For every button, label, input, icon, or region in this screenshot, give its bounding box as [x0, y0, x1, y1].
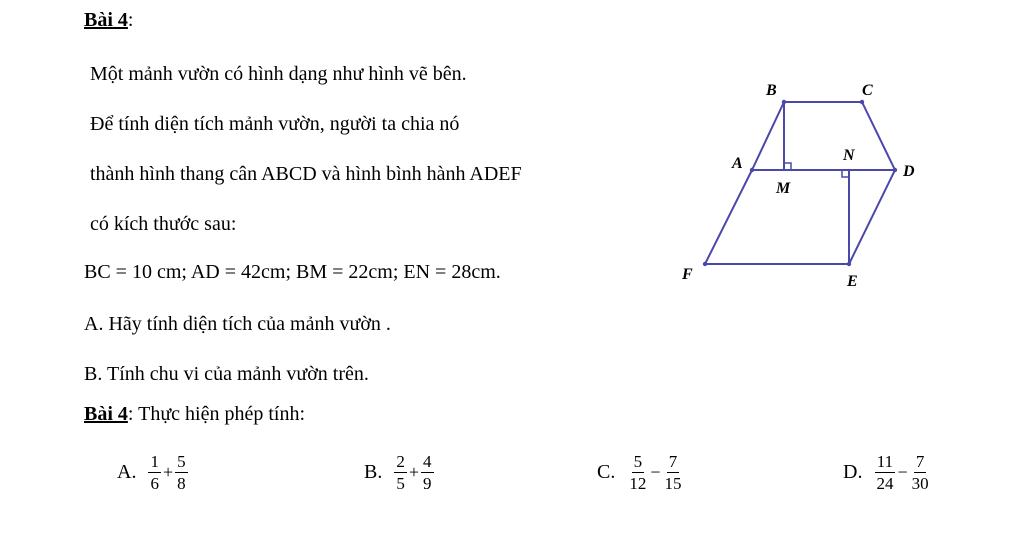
- label-n: N: [843, 147, 855, 164]
- point-d: [893, 168, 897, 172]
- problem1-line-2: Để tính diện tích mảnh vườn, người ta chia nó: [90, 113, 460, 135]
- label-a: A: [732, 155, 743, 172]
- question-a: A. Hãy tính diện tích của mảnh vườn .: [84, 313, 391, 335]
- operator: −: [650, 462, 661, 482]
- numerator: 5: [633, 452, 643, 471]
- label-c: C: [862, 82, 873, 99]
- point-f: [703, 262, 707, 266]
- option-letter: B.: [364, 461, 383, 483]
- problem1-line-4: có kích thước sau:: [90, 213, 237, 235]
- label-f: F: [682, 266, 693, 283]
- point-b: [782, 100, 786, 104]
- point-c: [860, 100, 864, 104]
- question-b: B. Tính chu vi của mảnh vườn trên.: [84, 363, 369, 385]
- operator: +: [408, 462, 419, 482]
- segment-fa: [705, 170, 752, 264]
- denominator: 8: [177, 474, 186, 493]
- denominator: 15: [664, 474, 682, 493]
- segment-de: [849, 170, 895, 264]
- denominator: 12: [629, 474, 647, 493]
- numerator: 2: [396, 452, 405, 471]
- denominator: 24: [876, 474, 894, 493]
- operator: −: [897, 462, 908, 482]
- denominator: 9: [423, 474, 432, 493]
- option-letter: D.: [843, 461, 863, 483]
- operator: +: [162, 462, 174, 482]
- problem1-title: Bài 4: [84, 9, 128, 31]
- label-e: E: [847, 273, 858, 290]
- denominator: 5: [396, 474, 405, 493]
- measurements-line: BC = 10 cm; AD = 42cm; BM = 22cm; EN = 28cm.: [84, 261, 501, 283]
- denominator: 6: [150, 474, 159, 493]
- point-a: [750, 168, 754, 172]
- problem2-title: Bài 4: [84, 403, 128, 425]
- problem2-prompt: : Thực hiện phép tính:: [127, 403, 306, 425]
- numerator: 1: [150, 452, 159, 471]
- label-m: M: [776, 180, 791, 197]
- point-e: [847, 262, 851, 266]
- segment-ab: [752, 102, 784, 170]
- option-letter: A.: [117, 461, 137, 483]
- numerator: 11: [876, 452, 894, 471]
- problem1-line-3: thành hình thang cân ABCD và hình bình hành ADEF: [90, 163, 522, 185]
- numerator: 7: [915, 452, 925, 471]
- label-d: D: [903, 163, 915, 180]
- right-angle-n: [842, 170, 849, 177]
- denominator: 30: [911, 474, 929, 493]
- segment-cd: [862, 102, 895, 170]
- numerator: 5: [177, 452, 186, 471]
- right-angle-m: [784, 163, 791, 170]
- option-letter: C.: [597, 461, 616, 483]
- numerator: 7: [668, 452, 678, 471]
- label-b: B: [766, 82, 777, 99]
- numerator: 4: [423, 452, 432, 471]
- problem1-line-1: Một mảnh vườn có hình dạng như hình vẽ bên.: [90, 63, 467, 85]
- problem1-colon: :: [127, 9, 134, 31]
